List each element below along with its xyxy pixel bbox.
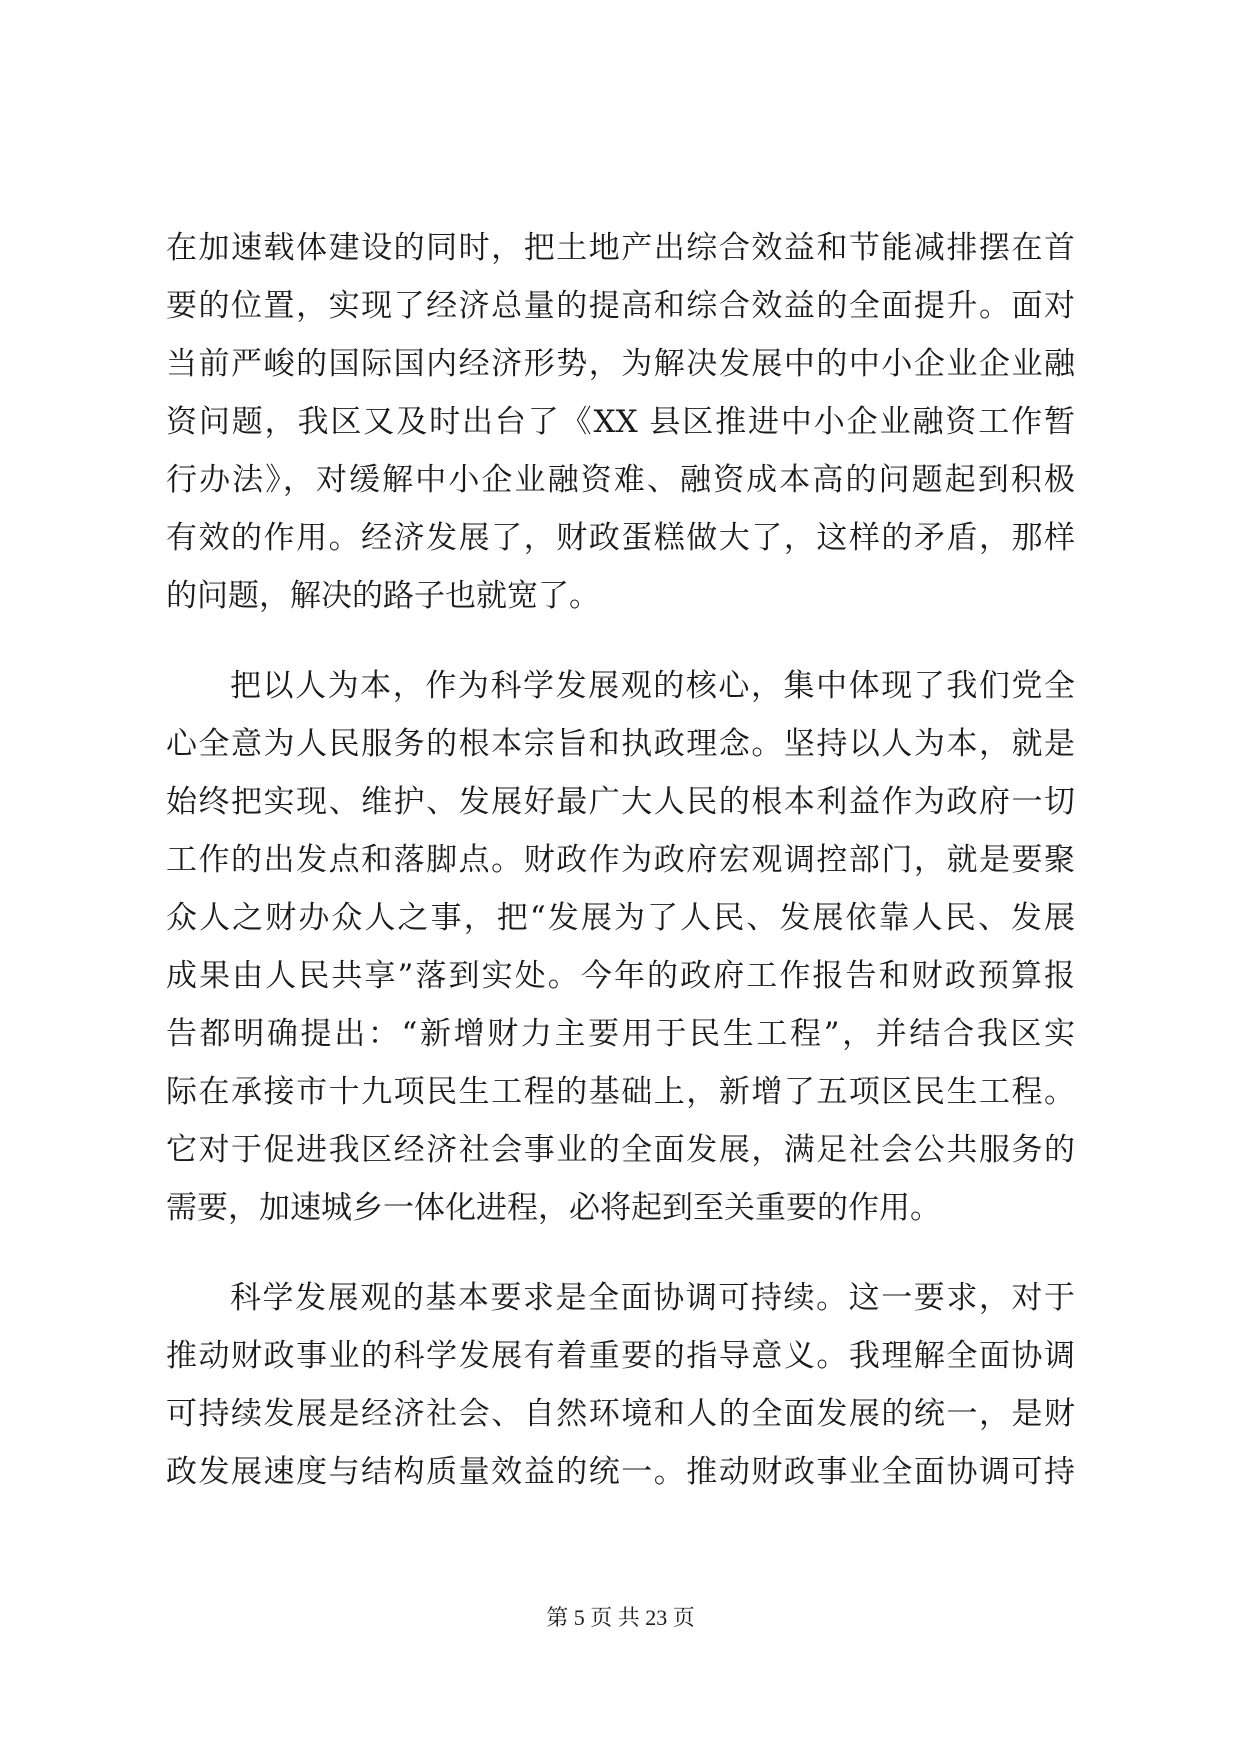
paragraph-first-line: 把以人为本，作为科学发展观的核心，集中体现了我们党全 [230, 668, 1075, 704]
text-line: 众人之财办众人之事，把“发展为了人民、发展依靠人民、发展 [166, 900, 1075, 936]
text-line: 始终把实现、维护、发展好最广大人民的根本利益作为政府一切 [166, 784, 1075, 820]
text-line: 工作的出发点和落脚点。财政作为政府宏观调控部门，就是要聚 [166, 842, 1075, 878]
text-line: 告都明确提出：“新增财力主要用于民生工程”，并结合我区实 [166, 1016, 1075, 1052]
paragraph-first-line: 科学发展观的基本要求是全面协调可持续。这一要求，对于 [230, 1280, 1075, 1316]
text-line: 要的位置，实现了经济总量的提高和综合效益的全面提升。面对 [166, 288, 1075, 324]
text-line: 有效的作用。经济发展了，财政蛋糕做大了，这样的矛盾，那样 [166, 520, 1075, 556]
text-line: 成果由人民共享”落到实处。今年的政府工作报告和财政预算报 [166, 958, 1075, 994]
text-line: 需要，加速城乡一体化进程，必将起到至关重要的作用。 [166, 1190, 941, 1226]
text-line: 际在承接市十九项民生工程的基础上，新增了五项区民生工程。 [166, 1074, 1075, 1110]
text-line: 在加速载体建设的同时，把土地产出综合效益和节能减排摆在首 [166, 230, 1075, 266]
text-line: 资问题，我区又及时出台了《XX 县区推进中小企业融资工作暂 [166, 404, 1075, 440]
text-line: 它对于促进我区经济社会事业的全面发展，满足社会公共服务的 [166, 1132, 1075, 1168]
text-line: 政发展速度与结构质量效益的统一。推动财政事业全面协调可持 [166, 1454, 1075, 1490]
text-line: 可持续发展是经济社会、自然环境和人的全面发展的统一，是财 [166, 1396, 1075, 1432]
text-line: 的问题，解决的路子也就宽了。 [166, 578, 600, 614]
page-number-footer: 第 5 页 共 23 页 [546, 1605, 695, 1630]
text-line: 推动财政事业的科学发展有着重要的指导意义。我理解全面协调 [166, 1338, 1075, 1374]
text-line: 当前严峻的国际国内经济形势，为解决发展中的中小企业企业融 [166, 346, 1075, 382]
text-line: 行办法》，对缓解中小企业融资难、融资成本高的问题起到积极 [166, 462, 1075, 498]
text-line: 心全意为人民服务的根本宗旨和执政理念。坚持以人为本，就是 [166, 726, 1075, 762]
